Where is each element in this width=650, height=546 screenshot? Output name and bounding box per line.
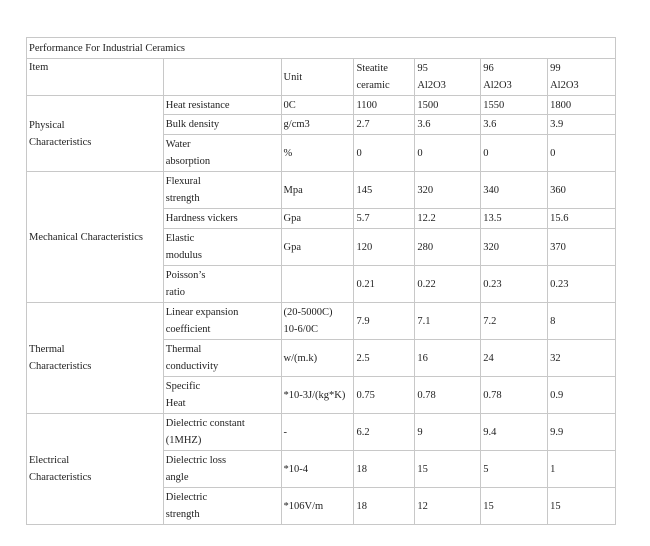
cell-line: strength [165,193,200,204]
cell-line: Mpa [283,184,303,196]
value-cell: 24 [481,340,548,377]
table-row [27,172,616,209]
value-cell: 145 [354,172,415,209]
property-cell [163,115,281,135]
value-cell: 1500 [415,96,481,115]
cell-line: Water [165,139,191,150]
header-unit: Unit [281,59,354,96]
value-cell: 320 [415,172,481,209]
cell-line: 99 [550,63,561,74]
value-cell: 8 [548,303,616,340]
table-row [27,414,616,451]
value-cell: 7.2 [481,303,548,340]
value-cell: 9 [415,414,481,451]
cell-line: Mechanical Characteristics [29,231,143,243]
cell-line: Characteristics [29,472,92,483]
value-cell: 32 [548,340,616,377]
header-material [548,59,616,96]
unit-cell [281,172,354,209]
unit-cell [281,229,354,266]
value-cell: 0 [481,135,548,172]
property-cell [163,303,281,340]
table-row [27,96,616,115]
group-label [27,414,164,525]
cell-line: coefficient [165,324,211,335]
table-body [27,38,616,525]
cell-line: w/(m.k) [283,352,318,364]
value-cell: 0.23 [481,266,548,303]
header-material [354,59,415,96]
cell-line: 0C [283,99,296,111]
header-material [415,59,481,96]
value-cell: 0.78 [415,377,481,414]
value-cell: 5 [481,451,548,488]
value-cell: 3.6 [481,115,548,135]
property-cell [163,209,281,229]
cell-line: Characteristics [29,136,92,148]
cell-line: Al2O3 [417,80,446,91]
value-cell: 1550 [481,96,548,115]
header-material [481,59,548,96]
value-cell: 0.23 [548,266,616,303]
cell-line: Linear expansion [165,307,239,318]
title-row [27,38,616,59]
cell-line: g/cm3 [283,119,310,130]
value-cell: 7.1 [415,303,481,340]
header-row [27,59,616,96]
table-title: Performance For Industrial Ceramics [27,38,616,59]
value-cell: 370 [548,229,616,266]
cell-line: modulus [165,250,202,261]
value-cell: 9.4 [481,414,548,451]
group-label [27,172,164,303]
cell-line: Electrical [29,455,70,466]
cell-line: ratio [165,287,185,298]
cell-line: absorption [165,156,211,167]
unit-cell [281,96,354,115]
cell-line: Thermal [29,344,65,355]
value-cell: 0.78 [481,377,548,414]
unit-cell [281,488,354,525]
cell-line: Dielectric constant [165,418,245,429]
cell-line: *10-3J/(kg*K) [283,389,346,401]
value-cell: 0.75 [354,377,415,414]
property-cell [163,377,281,414]
cell-line: Dielectric loss [165,455,227,466]
value-cell: 3.9 [548,115,616,135]
value-cell: 340 [481,172,548,209]
ceramics-performance-table [26,37,616,525]
cell-line: Steatite [356,63,388,74]
value-cell: 0 [415,135,481,172]
table-row [27,303,616,340]
value-cell: 0.22 [415,266,481,303]
cell-line: Flexural [165,176,201,187]
unit-cell [281,115,354,135]
value-cell: 18 [354,488,415,525]
value-cell: 12 [415,488,481,525]
value-cell: 2.5 [354,340,415,377]
unit-cell [281,209,354,229]
value-cell: 320 [481,229,548,266]
cell-line: Dielectric [165,492,208,503]
value-cell: 13.5 [481,209,548,229]
value-cell: 0.21 [354,266,415,303]
value-cell: 120 [354,229,415,266]
unit-cell [281,340,354,377]
cell-line: conductivity [165,361,219,372]
cell-line: Gpa [283,241,302,253]
value-cell: 0 [548,135,616,172]
property-cell [163,135,281,172]
property-cell [163,488,281,525]
header-item: Item [27,59,164,96]
cell-line: ceramic [356,80,390,91]
property-cell [163,172,281,209]
property-cell [163,340,281,377]
value-cell: 12.2 [415,209,481,229]
cell-line: Elastic [165,233,195,244]
value-cell: 2.7 [354,115,415,135]
cell-line: Heat resistance [165,99,230,111]
cell-line: *106V/m [283,500,324,512]
value-cell: 5.7 [354,209,415,229]
cell-line: Hardness vickers [165,213,238,224]
unit-cell [281,377,354,414]
unit-cell [281,303,354,340]
property-cell [163,451,281,488]
unit-cell [281,451,354,488]
cell-line: angle [165,472,189,483]
value-cell: 18 [354,451,415,488]
cell-line: Gpa [283,213,302,224]
value-cell: 15 [481,488,548,525]
value-cell: 0.9 [548,377,616,414]
cell-line: % [283,147,293,159]
unit-cell [281,266,354,303]
value-cell: 15.6 [548,209,616,229]
value-cell: 1800 [548,96,616,115]
cell-line: - [283,426,288,438]
property-cell [163,96,281,115]
value-cell: 6.2 [354,414,415,451]
value-cell: 15 [415,451,481,488]
unit-cell [281,135,354,172]
unit-cell [281,414,354,451]
value-cell: 360 [548,172,616,209]
property-cell [163,414,281,451]
cell-line: Heat [165,398,186,409]
cell-line: (20-5000C) [283,307,333,318]
cell-line: Specific [165,381,201,392]
cell-line: (1MHZ) [165,435,202,446]
value-cell: 1 [548,451,616,488]
cell-line: 10-6/0C [283,324,318,335]
value-cell: 7.9 [354,303,415,340]
property-cell [163,229,281,266]
value-cell: 15 [548,488,616,525]
cell-line: Thermal [165,344,202,355]
value-cell: 0 [354,135,415,172]
value-cell: 16 [415,340,481,377]
property-cell [163,266,281,303]
cell-line: Poisson’s [165,270,206,281]
group-label [27,96,164,172]
value-cell: 1100 [354,96,415,115]
cell-line: Characteristics [29,361,92,372]
cell-line: Physical [29,119,65,131]
cell-line: 96 [483,63,494,74]
cell-line: strength [165,509,200,520]
value-cell: 3.6 [415,115,481,135]
value-cell: 9.9 [548,414,616,451]
cell-line: *10-4 [283,463,309,475]
cell-line: Bulk density [165,119,220,130]
header-blank [163,59,281,96]
cell-line: 95 [417,63,428,74]
cell-line: Al2O3 [483,80,512,91]
cell-line: Al2O3 [550,80,579,91]
group-label [27,303,164,414]
value-cell: 280 [415,229,481,266]
